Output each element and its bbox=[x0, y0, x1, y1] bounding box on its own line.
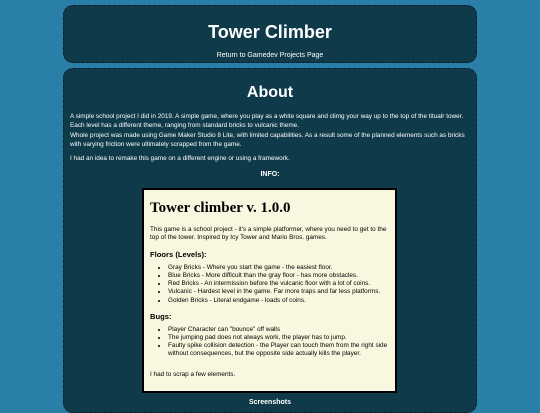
floors-heading: Floors (Levels): bbox=[150, 249, 207, 259]
list-item: • Golden Bricks - Literal endgame - loads of coins. bbox=[168, 297, 389, 305]
bugs-heading: Bugs: bbox=[150, 311, 172, 321]
info-label: INFO: bbox=[260, 171, 280, 178]
list-item: • Vulcanic - Hardest level in the game. Far more traps and far less platforms. bbox=[168, 288, 389, 296]
back-to-gamedev-link[interactable]: Return to Gamedev Projects Page bbox=[216, 52, 324, 59]
about-panel bbox=[63, 68, 477, 413]
list-item: • Player Character can "bounce" off walls bbox=[168, 326, 389, 334]
doc-intro: This game is a school project - it's a simple platformer, where you need to get to the top of the tower. Inspired by Icy Tower and Mario Bros. games. bbox=[150, 226, 387, 242]
about-paragraph: A simple school project I did in 2019. A simple game, where you play as a white square and climg your way up to the top of the titualr tower. Each level has a different theme, ranging from standard bricks to vulcanic theme. bbox=[70, 113, 464, 129]
about-paragraph: Whole project was made using Game Maker Studio 8 Lite, with limited capabilities. As a result some of the planned elements such as bricks with varying friction were ultimately scrapped from the game. bbox=[70, 132, 465, 148]
list-item: • Blue Bricks - More difficult than the gray floor - has more obstacles. bbox=[168, 272, 389, 280]
screenshots-label: Screenshots bbox=[248, 399, 292, 406]
list-item: • Gray Bricks - Where you start the game - the easiest floor. bbox=[168, 264, 389, 272]
doc-title: Tower climber v. 1.0.0 bbox=[150, 200, 291, 216]
header-panel bbox=[63, 5, 477, 63]
list-item: • Red Bricks - An intermission before the vulcanic floor with a lot of coins. bbox=[168, 280, 389, 288]
list-item: • The jumping pad does not always work, the player has to jump. bbox=[168, 334, 389, 342]
floors-list bbox=[150, 264, 389, 305]
doc-outro: I had to scrap a few elements. bbox=[150, 370, 236, 378]
page-title: Tower Climber bbox=[208, 22, 332, 42]
about-paragraph: I had an idea to remake this game on a different engine or using a framework. bbox=[70, 155, 290, 162]
info-document bbox=[142, 188, 397, 393]
list-item: • Faulty spike collision detection - the Player can touch them from the right side without consequences, but the opposite side actually kills the player. bbox=[168, 342, 389, 358]
bugs-list bbox=[150, 326, 389, 359]
about-heading: About bbox=[246, 84, 294, 101]
